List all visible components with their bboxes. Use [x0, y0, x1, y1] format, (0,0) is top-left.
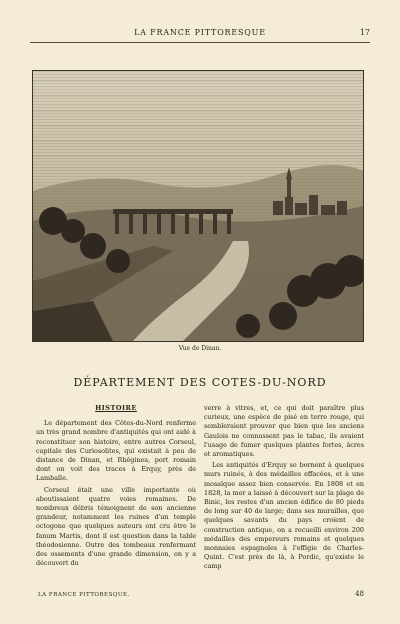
header-title: LA FRANCE PITTORESQUE	[134, 28, 266, 37]
footer-signature: 48	[355, 590, 364, 598]
running-header	[30, 28, 370, 43]
left-column	[36, 404, 196, 570]
dinan-engraving	[32, 70, 364, 342]
footer-publication: LA FRANCE PITTORESQUE.	[38, 592, 130, 598]
paragraph: verre à vitres, et, ce qui doit paraître plus curieux, une espèce de pisé en terre rouge, qui sembleraient prouver que bien que les anciens Gaulois ne connussent pas le tabac, ils avaient l'usage de fumer quelques plantes fortes, âcres et aromatiques.	[204, 404, 364, 459]
page-number: 17	[359, 28, 370, 37]
section-heading: HISTOIRE	[95, 404, 137, 412]
paragraph: Corseul était une ville importante où aboutissaient quatre voies romaines. De nombreux débris témoignent de son ancienne grandeur, notamment les ruines d'un temple octogone que quelques auteurs ont cru être le fanum Martis, dont il est question dans la table théodosienne. Outre des tombeaux renfermant des ossements d'une grande dimension, on y a découvert du	[36, 485, 196, 568]
page-footer	[32, 592, 372, 602]
illustration-caption: Vue de Dinan.	[178, 345, 222, 352]
paragraph: Les antiquités d'Erquy se bornent à quelques murs ruinés, à des médailles effacées, et à une mosaïque assez bien conservée. En 1808 et en 1828, la mer a laissé à découvert sur la plage de Binic, les restes d'un ancien édifice de 80 pieds de long sur 40 de large; dans ses murailles, que quelques savants du pays croient de construction antique, on a recueilli environ 200 médailles des empereurs romains et quelques monnaies espagnoles à l'effigie de Charles-Quint. C'est près de là, à Pordic, qu'existe le camp	[204, 461, 364, 571]
right-column	[204, 404, 364, 574]
paragraph: Le département des Côtes-du-Nord renferme un très grand nombre d'antiquités qui ont aidé à reconstituer son histoire, entre autres Corseul, capitale des Curiosolites, qui existait à peu de distance de Dinan, et Rhéginea, port romain dont on voit des traces à Erquy, près de Lamballe.	[36, 419, 196, 483]
engraving-drawing	[33, 71, 363, 341]
department-title: DÉPARTEMENT DES COTES-DU-NORD	[73, 376, 327, 389]
